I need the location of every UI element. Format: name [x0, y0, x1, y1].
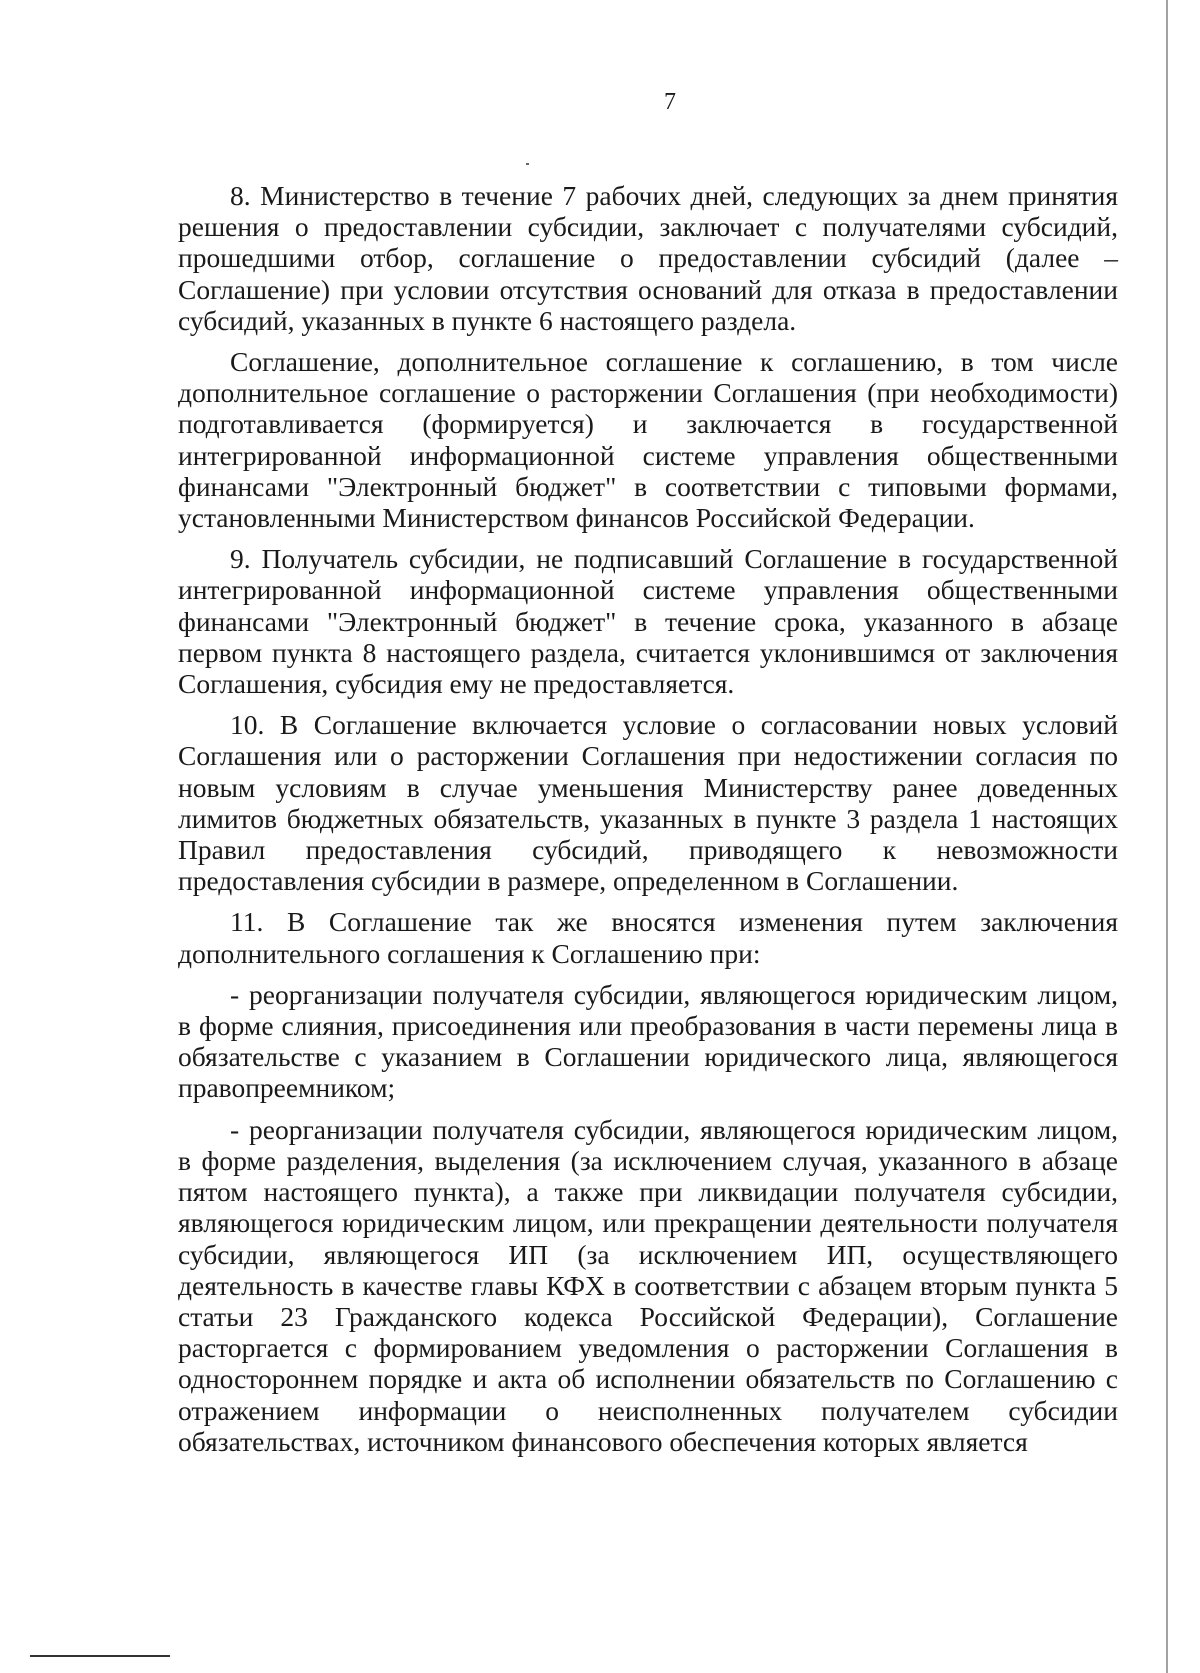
paragraph-clause-11: 11. В Соглашение так же вносятся изменения путем заключения дополнительного соглашения к Соглашению при: — [178, 906, 1118, 969]
footnote-rule — [30, 1655, 170, 1657]
paragraph-agreement-formation: Соглашение, дополнительное соглашение к соглашению, в том числе дополнительное соглашение о расторжении Соглашения (при необходимости) подготавливается (формируется) и заключается в государственной интегрированной информационной системе управления общественными финансами "Электронный бюджет" в соответствии с типовыми формами, установленными Министерством финансов Российской Федерации. — [178, 346, 1118, 534]
page-number: 7 — [664, 89, 676, 115]
paragraph-reorganization-merger: - реорганизации получателя субсидии, являющегося юридическим лицом, в форме слияния, присоединения или преобразования в части перемены лица в обязательстве с указанием в Соглашении юридического лица, являющегося правопреемником; — [178, 978, 1118, 1104]
scan-page-edge — [1166, 0, 1168, 1673]
paragraph-clause-8: 8. Министерство в течение 7 рабочих дней, следующих за днем принятия решения о предоставлении субсидии, заключает с получателями субсидий, прошедшими отбор, соглашение о предоставлении субсидий (далее – Соглашение) при условии отсутствия оснований для отказа в предоставлении субсидий, указанных в пункте 6 настоящего раздела. — [178, 180, 1118, 336]
scan-speck — [526, 163, 529, 165]
paragraph-clause-9: 9. Получатель субсидии, не подписавший Соглашение в государственной интегрированной информационной системе управления общественными финансами "Электронный бюджет" в течение срока, указанного в абзаце первом пункта 8 настоящего раздела, считается уклонившимся от заключения Соглашения, субсидия ему не предоставляется. — [178, 543, 1118, 700]
document-body — [178, 180, 1118, 1457]
paragraph-clause-10: 10. В Соглашение включается условие о согласовании новых условий Соглашения или о расторжении Соглашения при недостижении согласия по новым условиям в случае уменьшения Министерству ранее доведенных лимитов бюджетных обязательств, указанных в пункте 3 раздела 1 настоящих Правил предоставления субсидий, приводящего к невозможности предоставления субсидии в размере, определенном в Соглашении. — [178, 709, 1118, 897]
paragraph-reorganization-division: - реорганизации получателя субсидии, являющегося юридическим лицом, в форме разделения, выделения (за исключением случая, указанного в абзаце пятом настоящего пункта), а также при ликвидации получателя субсидии, являющегося юридическим лицом, или прекращении деятельности получателя субсидии, являющегося ИП (за исключением ИП, осуществляющего деятельность в качестве главы КФХ в соответствии с абзацем вторым пункта 5 статьи 23 Гражданского кодекса Российской Федерации), Соглашение расторгается с формированием уведомления о расторжении Соглашения в одностороннем порядке и акта об исполнении обязательств по Соглашению с отражением информации о неисполненных получателем субсидии обязательствах, источником финансового обеспечения которых является — [178, 1113, 1118, 1457]
